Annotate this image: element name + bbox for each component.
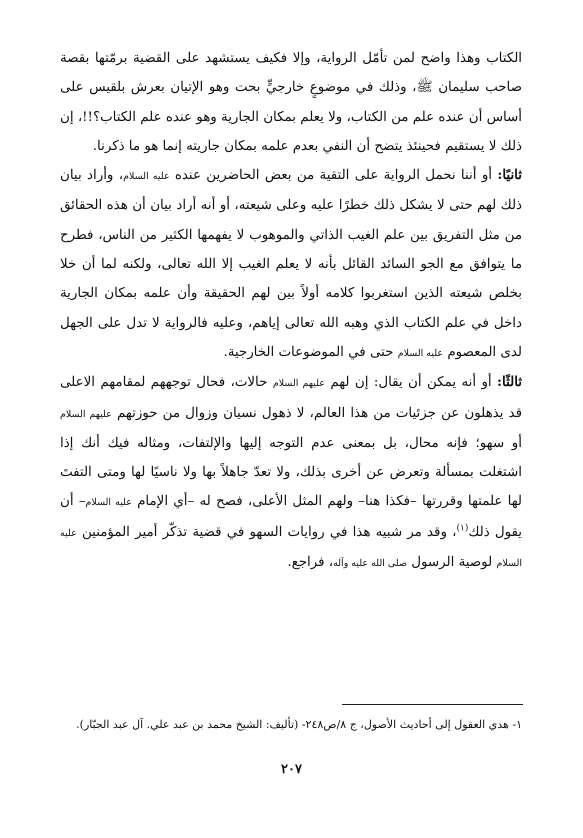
honorific-glyph: صلى الله عليه وآله — [333, 558, 408, 570]
honorific-glyph: عليه السلام — [85, 497, 132, 509]
paragraph-text: أو أنه يمكن أن يقال: إن لهم — [324, 375, 498, 391]
paragraph-text: الكتاب وهذا واضح لمن تأمّل الرواية، وإلا فكيف يستشهد على القضية برمّتها بقصة صاحب سليمان ﷺ، وذلك في موضوعٍ خارجيٍّ بحت وهو الإتيان بعرش بلقيس على أساس أن عنده علم من الكتاب، ولا يعلم بمكان الجارية وهو عنده علم الكتاب؟!!، إن ذلك لا يستقيم فحينئذ يتضح أن النفي بعدم علمه بمكان جاريته إنما هو ما ذكرنا. — [60, 51, 522, 154]
paragraph-continuation — [60, 44, 522, 161]
paragraph-third-point — [60, 368, 522, 578]
honorific-glyph: عليهم السلام — [272, 378, 325, 390]
honorific-glyph: عليه السلام — [60, 527, 522, 570]
paragraph-text: – أن يقول ذلك — [60, 494, 523, 540]
paragraph-text: ، فراجع. — [287, 555, 334, 571]
paragraph-text: لوصية الرسول — [407, 555, 497, 571]
footnote-reference[interactable]: (١) — [456, 523, 469, 534]
paragraph-text: ، وقد مر شبيه هذا في روايات السهو في قضية تذكّر أمير المؤمنين — [76, 524, 457, 540]
footnote-divider — [342, 704, 523, 705]
page-number: ٢٠٧ — [281, 762, 302, 777]
paragraph-lead-third: ثالثًا: — [497, 374, 522, 391]
paragraph-lead-second: ثانيًا: — [497, 167, 522, 184]
honorific-glyph: عليه السلام — [397, 347, 444, 359]
paragraph-text: أو سهو؛ فإنه محال، بل بمعنى عدم التوجه إليها والإلتفات، ومثاله فيك أنك إذا اشتغلت بمسألة وتعرض عن أخرى بذلك، ولا تعدّ جاهلاً بها ولا ناسيًا لها ومتى التفتَ لها علمتها وقررتها –فكذا هنا– ولهم المثل الأعلى، فصح له –أي الإمام — [60, 435, 522, 510]
main-text — [60, 44, 522, 578]
paragraph-second-point — [60, 161, 522, 368]
honorific-glyph: عليه السلام — [123, 171, 170, 183]
footnote-text: ١- هدي العقول إلى أحاديث الأصول، ج ٨/ص٢٤٨- (تأليف: الشيخ محمد بن عبد علي. آل عبد الجبّار). — [76, 718, 522, 731]
paragraph-text: حتى في الموضوعات الخارجية. — [223, 344, 398, 360]
honorific-glyph: عليهم السلام — [60, 408, 112, 420]
paragraph-text: ، وأراد بيان ذلك لهم حتى لا يشكل ذلك خطرًا عليه وعلى شيعته، أو أنه أراد بيان أن هذه الحقائق من مثل التفريق بين علم الغيب الذاتي والموهوب لا يفهمها الكثير من الناس، فطرح ما يتوافق مع الجو السائد القائل بأنه لا يعلم الغيب إلا الله تعالى، ولكنه لما أن خلا بخلص شيعته الذين استغربوا كلامه أولاً بين لهم الحقيقة وأن علمه بمكان الجارية داخل في علم الكتاب الذي وهبه الله تعالى إياهم، وعليه فالرواية لا تدل على الجهل لدى المعصوم — [60, 168, 522, 360]
paragraph-text: أو أننا نحمل الرواية على التقية من بعض الحاضرين عنده — [169, 168, 498, 184]
paragraph-text: حالات، فحال توجههم لمقامهم الاعلى قد يذهلون عن جزئيات من هذا العالم، لا ذهول نسيان وزوال من حوزتهم — [60, 375, 522, 421]
footnote — [60, 710, 522, 739]
